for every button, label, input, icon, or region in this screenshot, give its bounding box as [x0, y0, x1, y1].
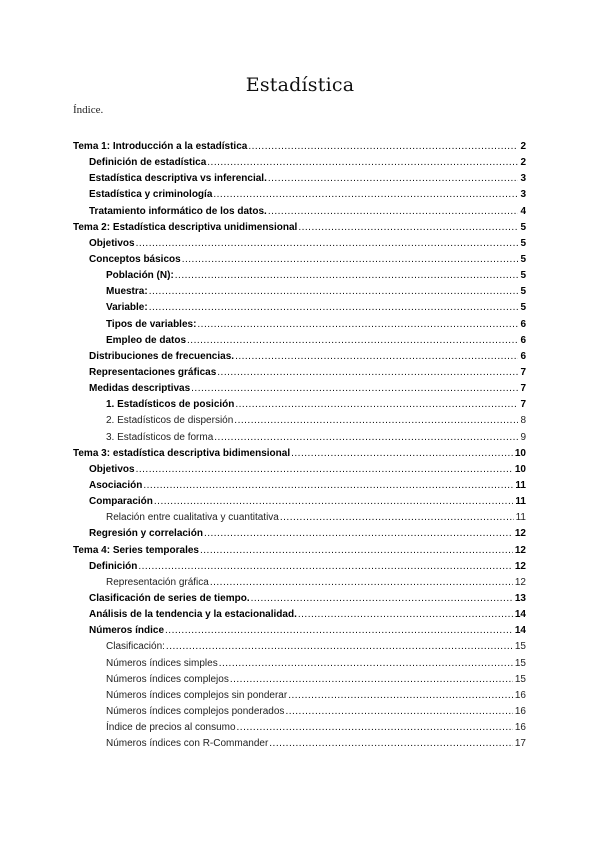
toc-page-number: 16: [514, 705, 526, 717]
toc-dot-leader: [154, 494, 514, 510]
toc-link[interactable]: [73, 236, 526, 252]
toc-dot-leader: [230, 672, 513, 688]
toc-page-number: 10: [514, 447, 526, 459]
toc-dot-leader: [175, 268, 519, 284]
toc-entry: [73, 171, 526, 187]
toc-dot-leader: [165, 623, 513, 639]
toc-entry-label: Tema 3: estadística descriptiva bidimensional: [73, 447, 291, 459]
toc-dot-leader: [149, 284, 519, 300]
toc-dot-leader: [191, 381, 518, 397]
toc-dot-leader: [268, 204, 519, 220]
toc-entry: [73, 494, 526, 510]
toc-dot-leader: [182, 252, 519, 268]
toc-dot-leader: [280, 510, 514, 526]
toc-page-number: 6: [520, 318, 526, 330]
toc-entry: [73, 381, 526, 397]
toc-entry-label: Estadística descriptiva vs inferencial.: [89, 173, 267, 185]
toc-link[interactable]: [73, 510, 526, 526]
toc-page-number: 15: [514, 673, 526, 685]
toc-entry-label: Regresión y correlación: [89, 528, 203, 540]
toc-entry-label: Medidas descriptivas: [89, 383, 191, 395]
toc-entry: [73, 559, 526, 575]
toc-entry: [73, 478, 526, 494]
toc-link[interactable]: [73, 252, 526, 268]
toc-link[interactable]: [73, 607, 526, 623]
toc-page-number: 12: [514, 576, 526, 588]
toc-page-number: 9: [520, 431, 526, 443]
toc-link[interactable]: [73, 494, 526, 510]
toc-dot-leader: [298, 607, 513, 623]
toc-entry: [73, 268, 526, 284]
toc-entry: [73, 575, 526, 591]
toc-entry-label: Asociación: [89, 479, 143, 491]
toc-link[interactable]: [73, 736, 526, 752]
toc-page-number: 3: [520, 173, 526, 185]
toc-entry-label: Números índices simples: [106, 657, 218, 669]
toc-page-number: 16: [514, 722, 526, 734]
toc-entry-label: 3. Estadísticos de forma: [106, 431, 214, 443]
toc-entry-label: Definición: [89, 560, 138, 572]
toc-page-number: 13: [514, 592, 526, 604]
toc-entry-label: Números índices complejos: [106, 673, 229, 685]
toc-entry-label: Análisis de la tendencia y la estacionalidad.: [89, 609, 297, 621]
toc-dot-leader: [136, 236, 519, 252]
toc-link[interactable]: [73, 187, 526, 203]
index-heading: Índice.: [73, 104, 104, 116]
toc-entry-label: Clasificación de series de tiempo.: [89, 592, 250, 604]
toc-link[interactable]: [73, 623, 526, 639]
toc-entry: [73, 591, 526, 607]
toc-link[interactable]: [73, 688, 526, 704]
toc-page-number: 11: [515, 496, 526, 508]
toc-link[interactable]: [73, 446, 526, 462]
toc-entry: [73, 446, 526, 462]
toc-dot-leader: [138, 559, 513, 575]
toc-link[interactable]: [73, 672, 526, 688]
toc-dot-leader: [200, 543, 513, 559]
toc-dot-leader: [187, 333, 518, 349]
toc-entry-label: Objetivos: [89, 237, 135, 249]
toc-link[interactable]: [73, 462, 526, 478]
toc-page-number: 11: [515, 512, 526, 524]
toc-dot-leader: [210, 575, 513, 591]
toc-entry: [73, 543, 526, 559]
toc-entry-label: Clasificación:: [106, 641, 165, 653]
toc-page-number: 5: [520, 237, 526, 249]
toc-entry-label: 1. Estadísticos de posición: [106, 399, 235, 411]
toc-entry: [73, 462, 526, 478]
toc-link[interactable]: [73, 333, 526, 349]
toc-entry-label: Tema 1: Introducción a la estadística: [73, 141, 248, 152]
toc-entry: [73, 430, 526, 446]
toc-page-number: 15: [514, 657, 526, 669]
toc-page-number: 2: [520, 157, 526, 169]
toc-entry-label: Índice de precios al consumo: [106, 722, 236, 734]
toc-page-number: 11: [515, 479, 526, 491]
toc-entry-label: Distribuciones de frecuencias.: [89, 350, 235, 362]
toc-link[interactable]: [73, 171, 526, 187]
toc-dot-leader: [298, 220, 518, 236]
toc-entry: [73, 413, 526, 429]
toc-entry-label: Comparación: [89, 496, 153, 508]
toc-dot-leader: [136, 462, 513, 478]
toc-dot-leader: [219, 656, 513, 672]
toc-page-number: 2: [520, 141, 526, 152]
toc-entry: [73, 526, 526, 542]
toc-entry: [73, 284, 526, 300]
toc-link[interactable]: [73, 381, 526, 397]
toc-link[interactable]: [73, 543, 526, 559]
toc-link[interactable]: [73, 704, 526, 720]
toc-dot-leader: [166, 639, 513, 655]
toc-dot-leader: [143, 478, 513, 494]
toc-entry-label: Población (N):: [106, 270, 174, 282]
toc-link[interactable]: [73, 526, 526, 542]
toc-link[interactable]: [73, 559, 526, 575]
toc-page-number: 7: [520, 399, 526, 411]
toc-page-number: 5: [520, 253, 526, 265]
toc-page-number: 7: [520, 383, 526, 395]
toc-entry: [73, 607, 526, 623]
toc-entry: [73, 397, 526, 413]
toc-entry-label: 2. Estadísticos de dispersión: [106, 415, 234, 427]
toc-entry: [73, 204, 526, 220]
toc-page-number: 17: [514, 738, 526, 750]
toc-link[interactable]: [73, 656, 526, 672]
toc-dot-leader: [235, 349, 518, 365]
toc-entry: [73, 639, 526, 655]
toc-page-number: 15: [514, 641, 526, 653]
toc-entry-label: Empleo de datos: [106, 334, 187, 346]
toc-page-number: 6: [520, 334, 526, 346]
toc-dot-leader: [248, 139, 518, 155]
toc-entry: [73, 672, 526, 688]
toc-link[interactable]: [73, 720, 526, 736]
toc-link[interactable]: [73, 413, 526, 429]
toc-dot-leader: [213, 187, 518, 203]
toc-page-number: 5: [520, 302, 526, 314]
toc-link[interactable]: [73, 220, 526, 236]
toc-entry: [73, 349, 526, 365]
table-of-contents: [73, 139, 526, 752]
toc-entry: [73, 155, 526, 171]
toc-entry-label: Variable:: [106, 302, 148, 314]
toc-entry: [73, 720, 526, 736]
toc-dot-leader: [234, 413, 518, 429]
toc-entry: [73, 333, 526, 349]
toc-link[interactable]: [73, 591, 526, 607]
toc-page-number: 12: [514, 528, 526, 540]
toc-page-number: 16: [514, 689, 526, 701]
toc-link[interactable]: [73, 397, 526, 413]
toc-link[interactable]: [73, 639, 526, 655]
toc-entry: [73, 656, 526, 672]
toc-entry-label: Definición de estadística: [89, 157, 207, 169]
toc-page-number: 14: [514, 609, 526, 621]
toc-link[interactable]: [73, 155, 526, 171]
toc-dot-leader: [251, 591, 513, 607]
toc-link[interactable]: [73, 139, 526, 155]
toc-entry-label: Muestra:: [106, 286, 148, 298]
toc-page-number: 5: [520, 286, 526, 298]
toc-entry: [73, 688, 526, 704]
toc-page-number: 5: [520, 270, 526, 282]
toc-dot-leader: [217, 365, 518, 381]
toc-entry-label: Objetivos: [89, 463, 135, 475]
toc-entry-label: Tema 4: Series temporales: [73, 544, 199, 556]
toc-link[interactable]: [73, 284, 526, 300]
toc-entry: [73, 623, 526, 639]
toc-page-number: 5: [520, 221, 526, 233]
toc-entry-label: Tipos de variables:: [106, 318, 197, 330]
document-title: Estadística: [245, 74, 355, 96]
toc-page-number: 12: [514, 544, 526, 556]
toc-entry-label: Tratamiento informático de los datos.: [89, 205, 267, 217]
toc-dot-leader: [268, 171, 519, 187]
toc-entry-label: Representación gráfica: [106, 576, 209, 588]
toc-page-number: 6: [520, 350, 526, 362]
toc-dot-leader: [149, 300, 519, 316]
toc-entry: [73, 736, 526, 752]
toc-link[interactable]: [73, 478, 526, 494]
toc-page-number: 3: [520, 189, 526, 201]
toc-page-number: 4: [520, 205, 526, 217]
toc-entry-label: Números índices complejos sin ponderar: [106, 689, 288, 701]
toc-entry-label: Números índice: [89, 625, 165, 637]
toc-page-number: 12: [514, 560, 526, 572]
toc-entry: [73, 510, 526, 526]
toc-dot-leader: [204, 526, 513, 542]
toc-dot-leader: [197, 317, 518, 333]
toc-link[interactable]: [73, 204, 526, 220]
toc-dot-leader: [285, 704, 512, 720]
toc-entry-label: Representaciones gráficas: [89, 366, 217, 378]
toc-entry: [73, 252, 526, 268]
toc-entry-label: Relación entre cualitativa y cuantitativa: [106, 512, 279, 524]
toc-entry: [73, 139, 526, 155]
toc-dot-leader: [207, 155, 518, 171]
toc-dot-leader: [214, 430, 518, 446]
toc-link[interactable]: [73, 430, 526, 446]
toc-page-number: 8: [520, 415, 526, 427]
toc-entry: [73, 365, 526, 381]
toc-page-number: 10: [514, 463, 526, 475]
toc-link[interactable]: [73, 349, 526, 365]
toc-entry: [73, 704, 526, 720]
toc-link[interactable]: [73, 300, 526, 316]
toc-entry: [73, 236, 526, 252]
toc-entry-label: Números índices complejos ponderados: [106, 705, 285, 717]
toc-entry: [73, 317, 526, 333]
toc-entry-label: Tema 2: Estadística descriptiva unidimensional: [73, 221, 298, 233]
toc-page-number: 14: [514, 625, 526, 637]
toc-dot-leader: [291, 446, 513, 462]
toc-page-number: 7: [520, 366, 526, 378]
toc-dot-leader: [237, 720, 513, 736]
toc-dot-leader: [235, 397, 518, 413]
toc-entry: [73, 187, 526, 203]
toc-link[interactable]: [73, 365, 526, 381]
toc-link[interactable]: [73, 268, 526, 284]
toc-entry-label: Estadística y criminología: [89, 189, 213, 201]
toc-link[interactable]: [73, 317, 526, 333]
toc-entry: [73, 220, 526, 236]
toc-entry-label: Números índices con R-Commander: [106, 738, 269, 750]
toc-link[interactable]: [73, 575, 526, 591]
toc-entry: [73, 300, 526, 316]
toc-entry-label: Conceptos básicos: [89, 253, 181, 265]
toc-dot-leader: [288, 688, 513, 704]
toc-dot-leader: [269, 736, 513, 752]
